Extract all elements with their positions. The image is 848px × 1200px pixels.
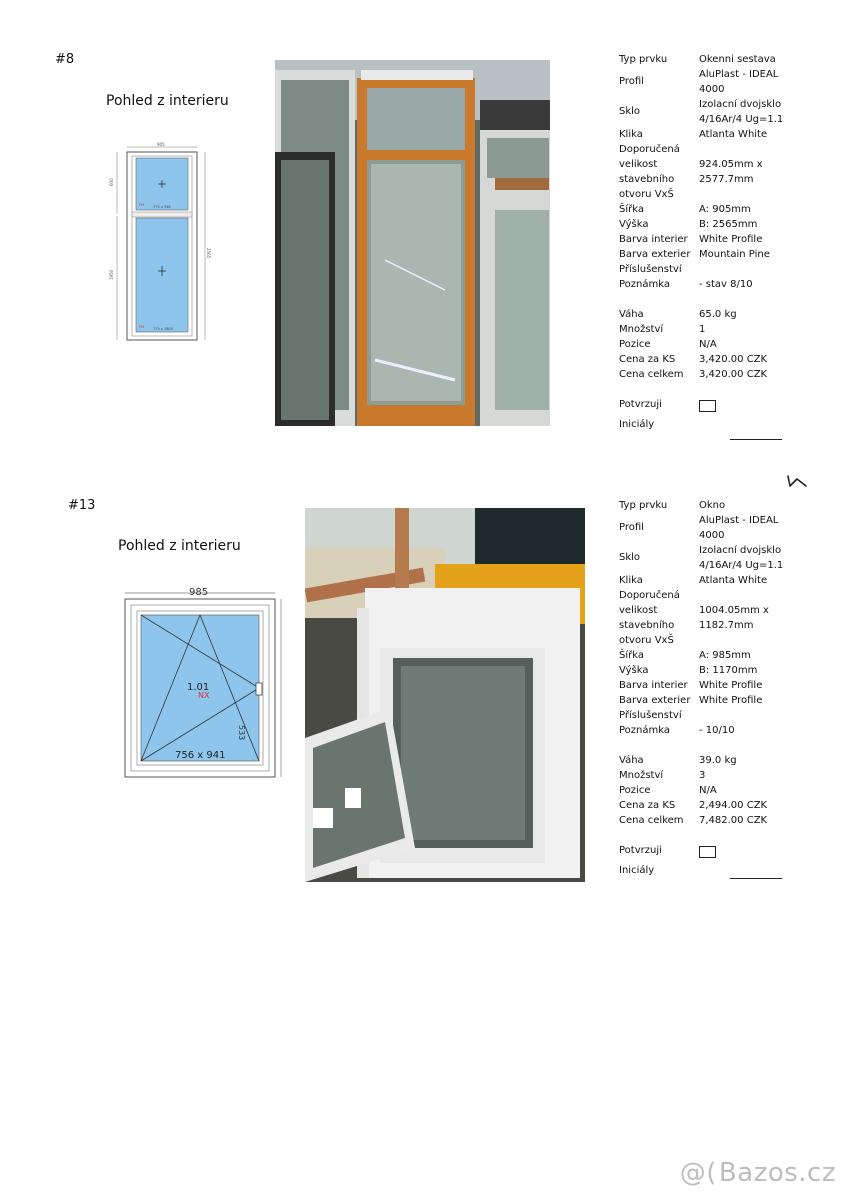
spec-value: 1004.05mm x [699,605,769,616]
spec-label: Pozice [619,785,651,796]
spec-label: Množství [619,324,664,335]
initials-signature-line[interactable] [730,878,782,879]
item-number: #13 [68,498,96,513]
window-drawing [115,585,295,780]
spec-label: Typ prvku [619,54,668,65]
spec-value: 65.0 kg [699,309,737,320]
spec-label: Barva exterier [619,249,691,260]
spec-label: Výška [619,665,649,676]
spec-value: Izolacní dvojsklo [699,545,782,556]
dim-left-bottom: 1950 [109,269,114,280]
product-photo [305,508,585,882]
spec-value: - stav 8/10 [699,279,753,290]
dim-top: 905 [157,142,165,147]
spec-label: Šířka [619,204,644,215]
spec-value: 1 [699,324,706,335]
spec-value: N/A [699,785,717,796]
initials-label: Iniciály [619,419,655,430]
spec-value: B: 1170mm [699,665,758,676]
pane-size: 756 x 941 [175,750,226,761]
spec-value: 924.05mm x [699,159,763,170]
product-photo [275,60,550,426]
dim-left-top: 600 [109,178,114,186]
spec-label: Váha [619,755,644,766]
spec-label: velikost [619,605,658,616]
spec-label: Barva exterier [619,695,691,706]
spec-value: 4000 [699,84,725,95]
handle-icon [256,683,262,695]
spec-label: Sklo [619,106,641,117]
spec-value: AluPlast - IDEAL [699,515,779,526]
spec-label: Barva interier [619,680,688,691]
watermark-at: @( [679,1158,717,1188]
dim-handle: 533 [237,725,246,741]
spec-label: Klika [619,129,643,140]
spec-value: 3,420.00 CZK [699,354,768,365]
spec-label: Klika [619,575,643,586]
confirm-checkbox[interactable] [699,400,716,412]
spec-label: Šířka [619,650,644,661]
spec-value: 4/16Ar/4 Ug=1.1 [699,114,784,125]
pane-label-bottom: 775 x 1800 [153,327,173,331]
spec-label: Poznámka [619,279,670,290]
spec-value: B: 2565mm [699,219,758,230]
spec-value: 2,494.00 CZK [699,800,768,811]
spec-value: AluPlast - IDEAL [699,69,779,80]
spec-label: Příslušenství [619,264,682,275]
pane-label-top: 775 x 348 [153,205,171,209]
spec-value: - 10/10 [699,725,735,736]
watermark-text: Bazos.cz [718,1158,836,1188]
spec-label: Profil [619,522,644,533]
spec-label: Profil [619,76,644,87]
fix-mark-bottom: FIX [139,325,145,329]
spec-value: White Profile [699,680,763,691]
spec-value: 39.0 kg [699,755,737,766]
fix-mark-top: FIX [139,203,145,207]
pane-mark: NX [198,691,210,700]
spec-value: Atlanta White [699,575,768,586]
spec-label: Cena celkem [619,815,684,826]
spec-label: otvoru VxŠ [619,635,674,646]
spec-label: Cena celkem [619,369,684,380]
spec-value: A: 985mm [699,650,751,661]
spec-label: Pozice [619,339,651,350]
spec-label: Doporučená [619,590,680,601]
spec-value: 4/16Ar/4 Ug=1.1 [699,560,784,571]
spec-value: Okno [699,500,726,511]
spec-value: A: 905mm [699,204,751,215]
window-drawing [105,140,215,345]
spec-table [619,52,819,432]
spec-label: Cena za KS [619,354,676,365]
check-mark-icon [786,470,810,490]
spec-value: Izolacní dvojsklo [699,99,782,110]
spec-label: Výška [619,219,649,230]
spec-label: Cena za KS [619,800,676,811]
spec-value: 7,482.00 CZK [699,815,768,826]
view-title: Pohled z interieru [118,538,241,554]
spec-value: 3,420.00 CZK [699,369,768,380]
bazos-watermark [680,1158,836,1188]
initials-signature-line[interactable] [730,439,782,440]
confirm-checkbox[interactable] [699,846,716,858]
spec-value: 4000 [699,530,725,541]
spec-label: Příslušenství [619,710,682,721]
confirm-label: Potvrzuji [619,845,662,856]
pane-code: 1.01 [187,682,210,693]
dim-top: 985 [189,587,209,598]
spec-label: Poznámka [619,725,670,736]
spec-value: White Profile [699,234,763,245]
spec-label: otvoru VxŠ [619,189,674,200]
spec-label: Váha [619,309,644,320]
spec-label: velikost [619,159,658,170]
dim-right: 2565 [206,248,211,259]
spec-value: White Profile [699,695,763,706]
spec-label: Množství [619,770,664,781]
spec-value: N/A [699,339,717,350]
spec-value: 1182.7mm [699,620,754,631]
spec-label: stavebního [619,620,675,631]
spec-value: Atlanta White [699,129,768,140]
spec-value: Okenni sestava [699,54,776,65]
spec-table [619,498,819,878]
spec-label: Sklo [619,552,641,563]
item-number: #8 [55,52,75,67]
spec-label: Typ prvku [619,500,668,511]
spec-label: Barva interier [619,234,688,245]
spec-value: 2577.7mm [699,174,754,185]
spec-value: Mountain Pine [699,249,770,260]
confirm-label: Potvrzuji [619,399,662,410]
spec-label: Doporučená [619,144,680,155]
spec-value: 3 [699,770,706,781]
view-title: Pohled z interieru [106,93,229,109]
initials-label: Iniciály [619,865,655,876]
spec-label: stavebního [619,174,675,185]
